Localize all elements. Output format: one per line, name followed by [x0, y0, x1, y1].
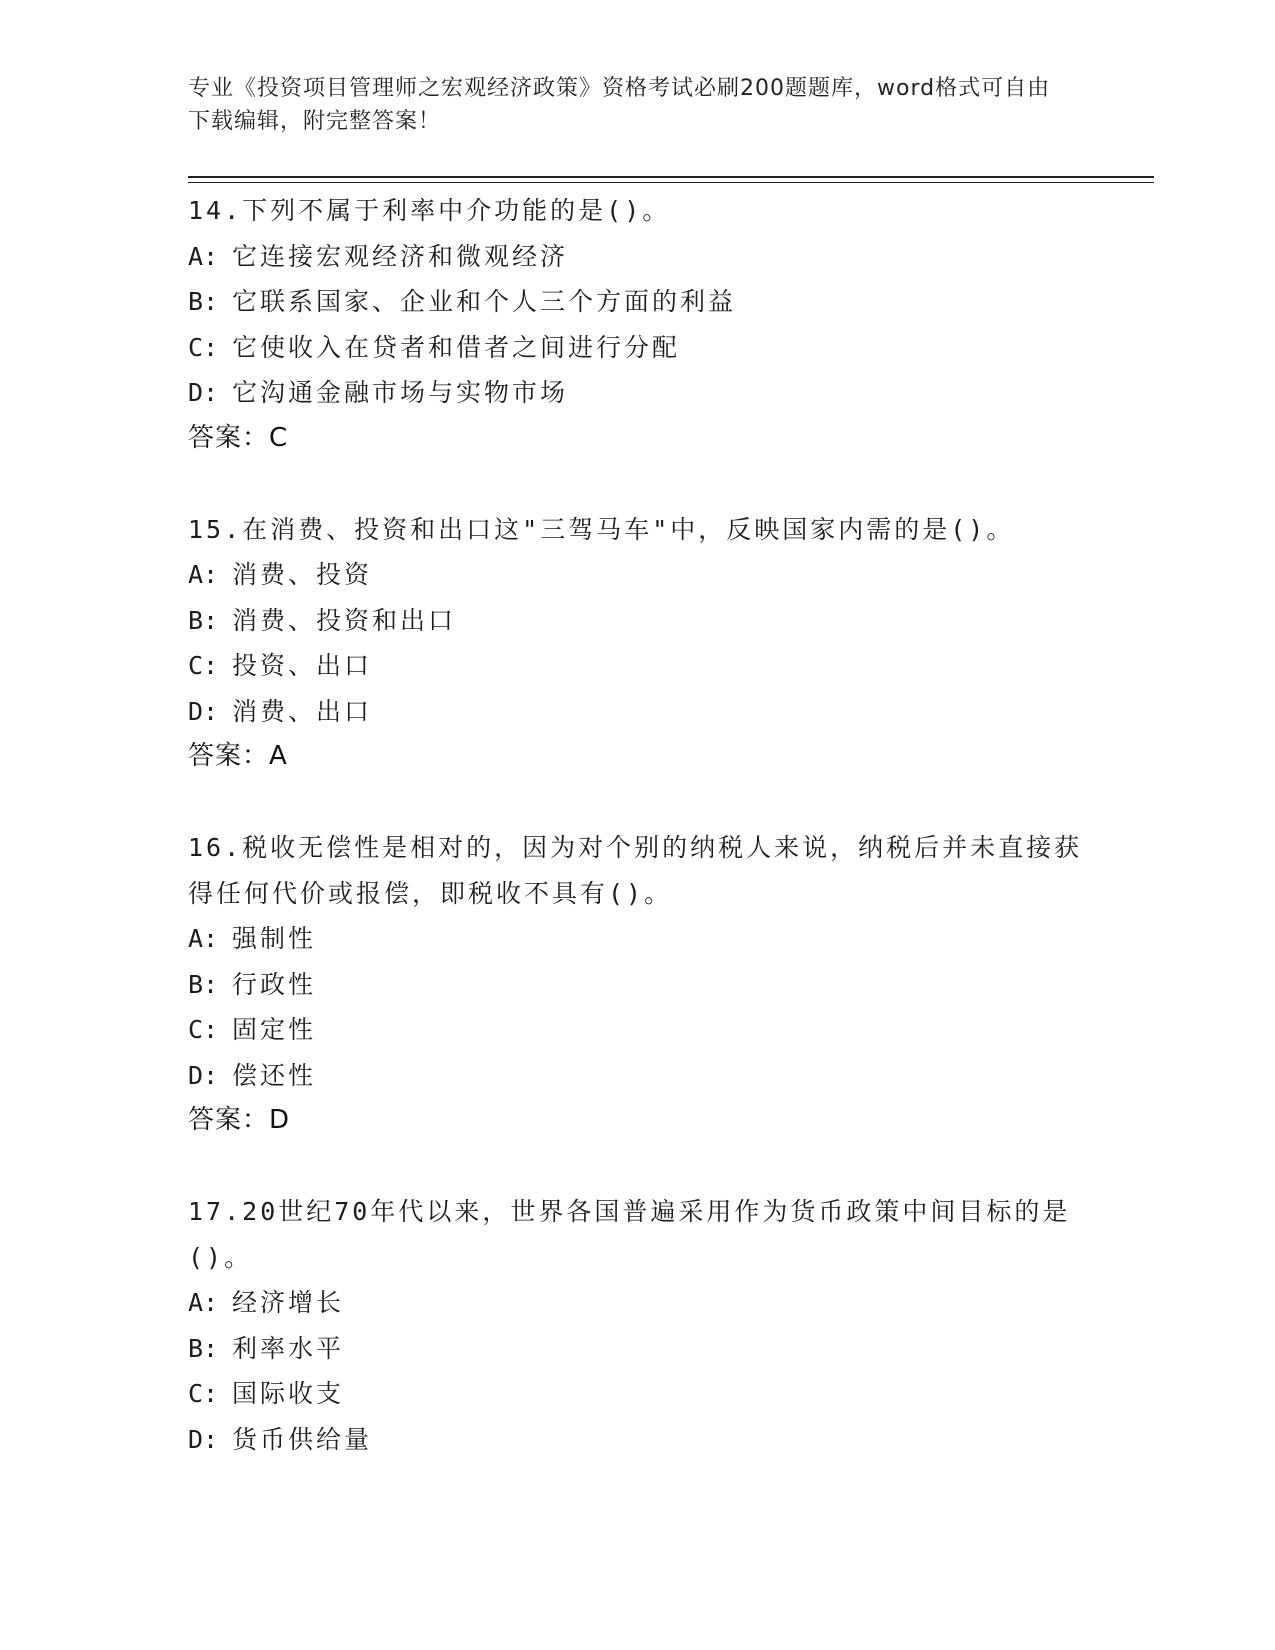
option-d: [188, 1053, 1088, 1099]
option-text: 消费、出口: [232, 696, 373, 726]
option-letter: B:: [188, 287, 219, 316]
option-letter: D:: [188, 696, 219, 726]
header-text: 专业《投资项目管理师之宏观经济政策》资格考试必刷200题题库，word格式可自由下载编辑，附完整答案！: [188, 76, 1051, 134]
option-b: [188, 962, 1088, 1008]
header-divider-thin: [188, 182, 1154, 183]
option-b: [188, 598, 1088, 644]
question-stem: 17.20世纪70年代以来，世界各国普遍采用作为货币政策中间目标的是()。: [188, 1197, 1071, 1272]
option-text: 偿还性: [232, 1060, 317, 1090]
option-text: 投资、出口: [232, 651, 373, 680]
question-list: [188, 188, 1088, 1462]
question-17: [188, 1189, 1088, 1462]
option-letter: D:: [188, 378, 219, 407]
option-d: [188, 689, 1088, 735]
answer-label: 答案：A: [188, 741, 288, 771]
option-a: [188, 1280, 1088, 1326]
question-stem: 15.在消费、投资和出口这"三驾马车"中，反映国家内需的是()。: [188, 514, 1015, 544]
question-14: [188, 188, 1088, 461]
header-divider-thick: [188, 176, 1154, 178]
option-letter: C:: [188, 1379, 219, 1408]
option-c: [188, 1007, 1088, 1053]
option-d: [188, 370, 1088, 416]
question-stem: 14.下列不属于利率中介功能的是()。: [188, 196, 671, 225]
option-letter: B:: [188, 969, 219, 999]
question-spacer: [188, 461, 1088, 507]
answer-label: 答案：C: [188, 422, 289, 453]
option-b: [188, 1326, 1088, 1372]
option-c: [188, 1371, 1088, 1417]
option-text: 强制性: [232, 924, 317, 953]
option-letter: C:: [188, 332, 219, 362]
document-header: [188, 72, 1068, 138]
option-c: [188, 643, 1088, 689]
option-letter: B:: [188, 605, 219, 635]
option-a: [188, 916, 1088, 962]
option-letter: D:: [188, 1060, 219, 1090]
question-16: [188, 825, 1088, 1144]
option-text: 国际收支: [232, 1379, 345, 1408]
option-a: [188, 234, 1088, 280]
option-text: 它连接宏观经济和微观经济: [232, 241, 569, 271]
option-letter: D:: [188, 1424, 219, 1454]
option-text: 它使收入在贷者和借者之间进行分配: [232, 332, 681, 362]
option-b: [188, 279, 1088, 325]
question-spacer: [188, 1144, 1088, 1190]
option-letter: A:: [188, 1288, 219, 1317]
option-letter: A:: [188, 924, 219, 953]
option-text: 它联系国家、企业和个人三个方面的利益: [232, 287, 737, 316]
option-d: [188, 1417, 1088, 1463]
question-15: [188, 507, 1088, 780]
option-a: [188, 552, 1088, 598]
option-c: [188, 325, 1088, 371]
option-letter: B:: [188, 1333, 219, 1363]
option-text: 货币供给量: [232, 1424, 373, 1454]
option-text: 利率水平: [232, 1333, 345, 1363]
option-letter: A:: [188, 241, 219, 271]
question-stem: 16.税收无偿性是相对的，因为对个别的纳税人来说，纳税后并未直接获得任何代价或报偿，即税收不具有()。: [188, 833, 1083, 908]
question-spacer: [188, 780, 1088, 826]
option-text: 消费、投资: [232, 560, 373, 589]
option-letter: C:: [188, 1015, 219, 1044]
option-text: 经济增长: [232, 1288, 345, 1317]
option-text: 固定性: [232, 1015, 317, 1044]
option-text: 行政性: [232, 969, 317, 999]
option-text: 它沟通金融市场与实物市场: [232, 378, 569, 407]
option-letter: C:: [188, 651, 219, 680]
answer-label: 答案：D: [188, 1105, 291, 1135]
option-text: 消费、投资和出口: [232, 605, 457, 635]
option-letter: A:: [188, 560, 219, 589]
